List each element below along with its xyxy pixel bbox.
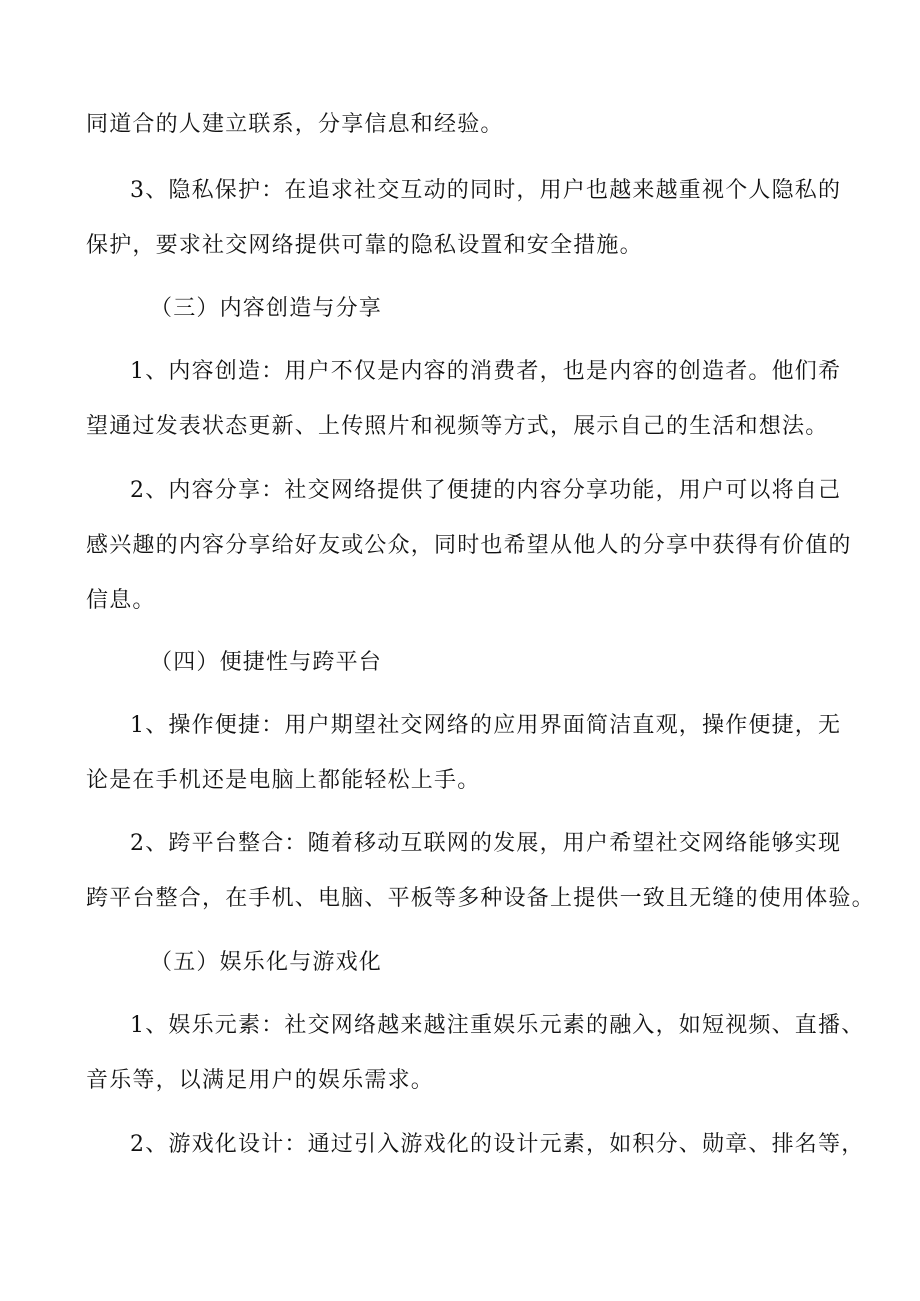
paragraph-line: 信息。 — [86, 588, 156, 613]
paragraph-line: 望通过发表状态更新、上传照片和视频等方式，展示自己的生活和想法。 — [86, 414, 829, 439]
paragraph-line: 3、隐私保护：在追求社交互动的同时，用户也越来越重视个人隐私的 — [130, 178, 842, 203]
section-heading: （五）娱乐化与游戏化 — [150, 950, 383, 975]
paragraph-line: 保护，要求社交网络提供可靠的隐私设置和安全措施。 — [86, 233, 643, 258]
paragraph-line: 同道合的人建立联系，分享信息和经验。 — [86, 112, 504, 137]
paragraph-line: 2、游戏化设计：通过引入游戏化的设计元素，如积分、勋章、排名等， — [130, 1132, 865, 1157]
section-heading: （三）内容创造与分享 — [150, 296, 383, 321]
paragraph-line: 1、内容创造：用户不仅是内容的消费者，也是内容的创造者。他们希 — [130, 359, 842, 384]
section-heading: （四）便捷性与跨平台 — [150, 650, 383, 675]
paragraph-line: 跨平台整合，在手机、电脑、平板等多种设备上提供一致且无缝的使用体验。 — [86, 886, 875, 911]
paragraph-line: 感兴趣的内容分享给好友或公众，同时也希望从他人的分享中获得有价值的 — [86, 533, 852, 558]
paragraph-line: 1、操作便捷：用户期望社交网络的应用界面简洁直观，操作便捷，无 — [130, 713, 842, 738]
paragraph-line: 2、内容分享：社交网络提供了便捷的内容分享功能，用户可以将自己 — [130, 478, 842, 503]
paragraph-line: 2、跨平台整合：随着移动互联网的发展，用户希望社交网络能够实现 — [130, 831, 842, 856]
paragraph-line: 1、娱乐元素：社交网络越来越注重娱乐元素的融入，如短视频、直播、 — [130, 1013, 865, 1038]
paragraph-line: 论是在手机还是电脑上都能轻松上手。 — [86, 768, 481, 793]
paragraph-line: 音乐等，以满足用户的娱乐需求。 — [86, 1068, 435, 1093]
